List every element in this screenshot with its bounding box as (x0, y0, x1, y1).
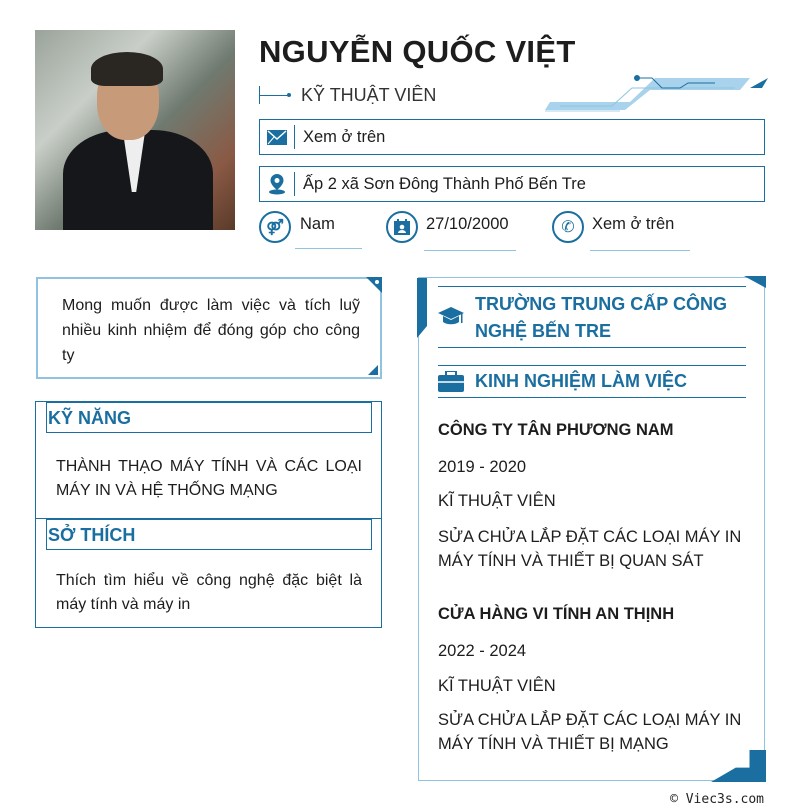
phone-icon: ✆ (552, 211, 584, 243)
corner-decoration (368, 365, 378, 375)
job-title: KỸ THUẬT VIÊN (301, 85, 437, 105)
experience-heading: KINH NGHIỆM LÀM VIỆC (438, 365, 746, 398)
divider (295, 248, 362, 249)
divider (424, 250, 516, 251)
education-heading: TRƯỜNG TRUNG CẤP CÔNG NGHỆ BẾN TRE (438, 286, 746, 348)
divider (590, 250, 690, 251)
briefcase-icon (438, 371, 464, 392)
calendar-icon (386, 211, 418, 243)
job-period: 2019 - 2020 (438, 458, 527, 476)
hobbies-heading: SỞ THÍCH (46, 519, 372, 550)
job-description: SỬA CHỬA LẮP ĐẶT CÁC LOẠI MÁY IN MÁY TÍNH VÀ THIẾT BỊ MẠNG (438, 711, 742, 753)
email-value: Xem ở trên (303, 127, 386, 146)
email-field (259, 119, 765, 155)
envelope-icon (260, 130, 294, 145)
full-name: NGUYỄN QUỐC VIỆT (259, 34, 576, 69)
gender-value: Nam (300, 215, 335, 233)
address-field (259, 166, 765, 202)
hobbies-section (35, 518, 382, 628)
circuit-decoration (540, 74, 770, 112)
career-objective (36, 277, 382, 379)
skills-section (35, 401, 382, 519)
skills-text: THÀNH THẠO MÁY TÍNH VÀ CÁC LOẠI MÁY IN VÀ HỆ THỐNG MẠNG (56, 458, 362, 499)
map-pin-icon (260, 173, 294, 195)
job-description: SỬA CHỬA LẮP ĐẶT CÁC LOẠI MÁY IN MÁY TÍNH VÀ THIẾT BỊ QUAN SÁT (438, 528, 742, 570)
address-value: Ấp 2 xã Sơn Đông Thành Phố Bến Tre (303, 174, 586, 193)
job-company: CỬA HÀNG VI TÍNH AN THỊNH (438, 605, 675, 623)
gender-icon: ⚤ (259, 211, 291, 243)
corner-decoration (744, 276, 766, 288)
right-column (418, 277, 765, 781)
corner-decoration (366, 277, 382, 293)
objective-text: Mong muốn được làm việc và tích luỹ nhiều kinh nhiệm để đóng góp cho công ty (62, 297, 360, 364)
skills-heading: KỸ NĂNG (46, 402, 372, 433)
edge-decoration (417, 278, 427, 338)
job-company: CÔNG TY TÂN PHƯƠNG NAM (438, 421, 674, 439)
footer-watermark: © Viec3s.com (670, 792, 764, 807)
hobbies-text: Thích tìm hiểu về công nghệ đặc biệt là máy tính và máy in (56, 572, 362, 613)
graduation-cap-icon (438, 307, 464, 329)
title-decoration (259, 86, 290, 104)
job-position: KĨ THUẬT VIÊN (438, 677, 556, 695)
job-period: 2022 - 2024 (438, 642, 527, 660)
phone-value: Xem ở trên (592, 215, 675, 233)
birthday-value: 27/10/2000 (426, 215, 509, 233)
job-position: KĨ THUẬT VIÊN (438, 492, 556, 510)
profile-photo (35, 30, 235, 230)
